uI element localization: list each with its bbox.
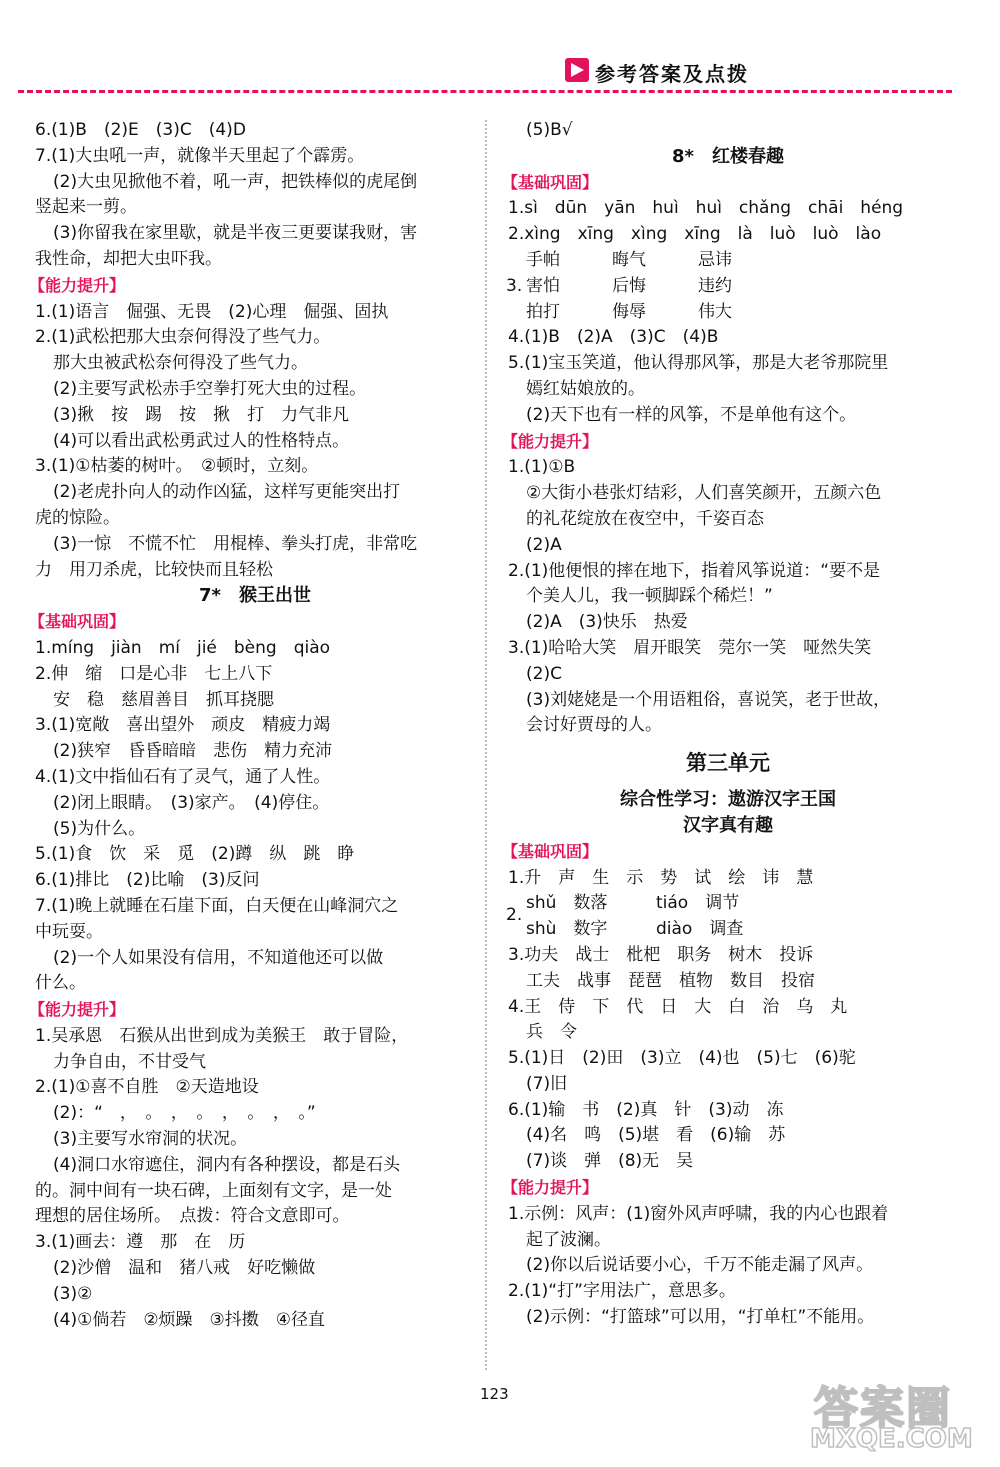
answer-line: (2)一个人如果没有信用，不知道他还可以做 — [53, 947, 384, 968]
answer-line: 4.(1)B (2)A (3)C (4)B — [508, 327, 719, 348]
arrow-right-icon — [565, 58, 589, 82]
left-column — [29, 118, 475, 1333]
page-number: 123 — [480, 1385, 509, 1403]
answer-line: 个美人儿，我一顿脚踩个稀烂！” — [526, 586, 773, 607]
answer-line: ②大街小巷张灯结彩，人们喜笑颜开，五颜六色 — [526, 483, 882, 504]
grid-cell: 伟大 — [698, 301, 732, 322]
answer-line: 的。洞中间有一块石碑，上面刻有文字，是一处 — [35, 1180, 392, 1201]
answer-grid-q2 — [508, 891, 948, 943]
answer-line: 我性命，却把大虫吓我。 — [35, 248, 222, 269]
answer-line: 2.(1)“打”字用法广，意思多。 — [508, 1281, 736, 1302]
answer-line: 6.(1)排比 (2)比喻 (3)反问 — [35, 870, 260, 891]
word-grid — [526, 248, 948, 325]
section-tag: 【能力提升】 — [502, 1178, 599, 1198]
answer-line: (3)刘姥姥是一个用语粗俗，喜说笑，老于世故， — [526, 689, 891, 710]
answer-line: (2)沙僧 温和 猪八戒 好吃懒做 — [53, 1258, 316, 1279]
answer-line: (2)A (3)快乐 热爱 — [526, 612, 688, 633]
answer-line: 1.示例：风声：(1)窗外风声呼啸，我的内心也跟着 — [508, 1203, 889, 1224]
answer-line: (2)闭上眼睛。 (3)家产。 (4)停住。 — [53, 792, 330, 813]
answer-line: 安 稳 慈眉善目 抓耳挠腮 — [53, 689, 274, 710]
section-tag: 【基础巩固】 — [502, 841, 599, 861]
answer-line: (2)狭窄 昏昏暗暗 悲伤 精力充沛 — [53, 741, 333, 762]
answer-line: 1.míng jiàn mí jié bèng qiào — [35, 637, 331, 658]
grid-cell: 拍打 — [526, 301, 560, 322]
answer-line: (4)洞口水帘遮住，洞内有各种摆设，都是石头 — [53, 1154, 401, 1175]
section-tag: 【能力提升】 — [29, 275, 126, 295]
section-tag: 【能力提升】 — [502, 431, 599, 451]
answer-line: (2)老虎扑向人的动作凶猛，这样写更能突出打 — [53, 482, 401, 503]
answer-line: (2)：“ ， 。 ， 。 ， 。 ， 。” — [53, 1103, 316, 1124]
answer-grid-q3 — [508, 248, 948, 325]
answer-line: 4.(1)文中指仙石有了灵气，通了人性。 — [35, 766, 331, 787]
answer-line: 6.(1)输 书 (2)真 针 (3)动 冻 — [508, 1099, 784, 1120]
right-block-c — [502, 943, 948, 1331]
answer-line: 力争自由，不甘受气 — [53, 1051, 206, 1072]
answer-line: 7.(1)晚上就睡在石崖下面，白天便在山峰洞穴之 — [35, 895, 399, 916]
answer-line: (3)揪 按 踢 按 揪 打 力气非凡 — [53, 404, 350, 425]
answer-line: 会讨好贾母的人。 — [526, 715, 662, 736]
section-tag: 【能力提升】 — [29, 1000, 126, 1020]
answer-line: (3)你留我在家里歇，就是半夜三更要谋我财，害 — [53, 223, 418, 244]
grid-cell: diào 调查 — [656, 919, 744, 940]
grid-cell: 晦气 — [612, 249, 646, 270]
answer-line: 2.(1)他便恨的摔在地下，指着风筝说道：“要不是 — [508, 560, 881, 581]
answer-line: 4.王 侍 下 代 日 大 白 治 乌 丸 — [508, 996, 848, 1017]
answer-line: (2)天下也有一样的风筝，不是单他有这个。 — [526, 404, 857, 425]
answer-line: 兵 令 — [526, 1022, 577, 1043]
answer-line: 竖起来一剪。 — [35, 197, 137, 218]
right-block-b — [502, 325, 948, 891]
answer-line: (4)①倘若 ②烦躁 ③抖擞 ④径直 — [53, 1309, 326, 1330]
answer-line: (7)谈 弹 (8)无 吴 — [526, 1151, 694, 1172]
question-number: 2. — [506, 905, 523, 926]
answer-line: 5.(1)日 (2)田 (3)立 (4)也 (5)七 (6)驼 — [508, 1048, 856, 1069]
answer-line: (3)主要写水帘洞的状况。 — [53, 1129, 248, 1150]
answer-line: 2.(1)武松把那大虫奈何得没了些气力。 — [35, 327, 331, 348]
answer-line: 1.升 声 生 示 势 试 绘 讳 慧 — [508, 867, 814, 888]
answer-line: 1.(1)①B — [508, 457, 576, 478]
answer-line: 6.(1)B (2)E (3)C (4)D — [35, 120, 246, 140]
answer-line: (2)你以后说话要小心，千万不能走漏了风声。 — [526, 1255, 874, 1276]
answer-line: 1.sì dūn yān huì huì chǎng chāi héng — [508, 198, 904, 219]
answer-line: 理想的居住场所。 点拨：符合文意即可。 — [35, 1206, 350, 1227]
lesson-title: 汉字真有趣 — [683, 814, 773, 836]
answer-line: 什么。 — [35, 973, 86, 994]
grid-cell: 手帕 — [526, 249, 560, 270]
answer-line: 1.(1)语言 倔强、无畏 (2)心理 倔强、固执 — [35, 301, 389, 322]
answer-line: 那大虫被武松奈何得没了些气力。 — [53, 353, 308, 374]
answer-line: 3.(1)①枯萎的树叶。 ②顿时，立刻。 — [35, 456, 319, 477]
watermark-logo — [810, 1372, 985, 1462]
answer-line: (2)C — [526, 663, 562, 684]
answer-line: 7.(1)大虫吼一声，就像半天里起了个霹雳。 — [35, 145, 365, 166]
answer-line: (5)B√ — [526, 120, 573, 140]
grid-cell: 害怕 — [526, 275, 560, 296]
grid-cell: shù 数字 — [526, 919, 608, 940]
grid-cell: 忌讳 — [698, 249, 732, 270]
unit-title: 第三单元 — [686, 751, 770, 776]
lesson-title: 综合性学习：遨游汉字王国 — [620, 789, 836, 811]
answer-line: (4)名 鸣 (5)堪 看 (6)输 苏 — [526, 1125, 786, 1146]
grid-cell: shǔ 数落 — [526, 893, 608, 914]
answer-line: 3.功夫 战士 枇杷 职务 树木 投诉 — [508, 944, 814, 965]
answer-line: 的礼花绽放在夜空中，千姿百态 — [526, 508, 764, 529]
header-title: 参考答案及点拨 — [595, 62, 749, 86]
answer-line: 力 用刀杀虎，比较快而且轻松 — [35, 559, 273, 580]
answer-line: 虎的惊险。 — [35, 507, 120, 528]
answer-line: (3)一惊 不慌不忙 用棍棒、拳头打虎，非常吃 — [53, 533, 418, 554]
watermark-text: 答案圈 — [814, 1383, 952, 1434]
answer-line: (2)大虫见掀他不着，吼一声，把铁棒似的虎尾倒 — [53, 171, 418, 192]
answer-line: 起了波澜。 — [526, 1229, 611, 1250]
grid-cell: 后悔 — [612, 275, 646, 296]
answer-line: 1.吴承恩 石猴从出世到成为美猴王 敢于冒险， — [35, 1025, 409, 1046]
grid-cell: tiáo 调节 — [656, 893, 740, 914]
answer-line: 中玩耍。 — [35, 921, 103, 942]
grid-cell: 违约 — [698, 275, 732, 296]
right-column — [502, 118, 948, 1331]
question-number: 3. — [506, 275, 523, 296]
header-dashed-rule — [18, 90, 952, 93]
answer-line: (3)② — [53, 1283, 93, 1304]
watermark-url: MXQE.COM — [810, 1424, 973, 1454]
answer-line: (5)为什么。 — [53, 818, 146, 839]
answer-line: 3.(1)宽敞 喜出望外 顽皮 精疲力竭 — [35, 715, 331, 736]
answer-line: 5.(1)食 饮 采 觅 (2)蹲 纵 跳 睁 — [35, 844, 355, 865]
section-tag: 【基础巩固】 — [29, 612, 126, 632]
answer-line: (2)A — [526, 534, 562, 555]
answer-line: 2.伸 缩 口是心非 七上八下 — [35, 663, 273, 684]
lesson-title: 7* 猴王出世 — [199, 585, 311, 607]
answer-line: 5.(1)宝玉笑道，他认得那风筝，那是大老爷那院里 — [508, 353, 889, 374]
lesson-title: 8* 红楼春趣 — [672, 145, 784, 167]
page-header — [0, 0, 1000, 100]
right-block-a — [502, 118, 948, 248]
answer-line: (4)可以看出武松勇武过人的性格特点。 — [53, 430, 350, 451]
answer-line: 2.xìng xīng xìng xīng là luò luò lào — [508, 224, 882, 245]
pinyin-grid — [526, 891, 948, 943]
answer-line: (2)示例：“打篮球”可以用，“打单杠”不能用。 — [526, 1307, 875, 1328]
answer-line: 工夫 战事 琵琶 植物 数目 投宿 — [526, 970, 815, 991]
grid-cell: 侮辱 — [612, 301, 646, 322]
answer-line: 3.(1)画去：遵 那 在 历 — [35, 1232, 246, 1253]
section-tag: 【基础巩固】 — [502, 172, 599, 192]
column-divider — [485, 120, 487, 1370]
answer-line: (7)旧 — [526, 1073, 568, 1094]
answer-line: 2.(1)①喜不自胜 ②天造地设 — [35, 1077, 259, 1098]
answer-line: (2)主要写武松赤手空拳打死大虫的过程。 — [53, 378, 367, 399]
answer-line: 嫣红姑娘放的。 — [526, 378, 645, 399]
answer-line: 3.(1)哈哈大笑 眉开眼笑 莞尔一笑 哑然失笑 — [508, 637, 872, 658]
